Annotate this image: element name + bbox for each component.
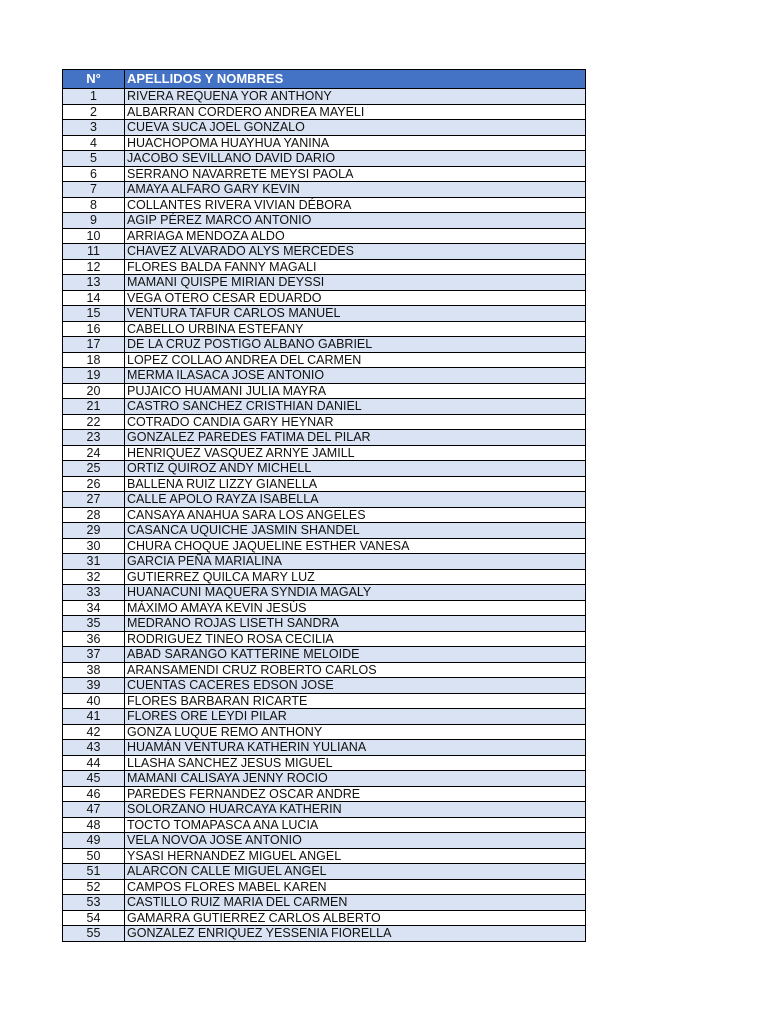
- table-body: [63, 89, 586, 942]
- row-number: 14: [63, 290, 125, 306]
- student-name: DE LA CRUZ POSTIGO ALBANO GABRIEL: [125, 337, 586, 353]
- row-number: 29: [63, 523, 125, 539]
- row-number: 23: [63, 430, 125, 446]
- student-name: GUTIERREZ QUILCA MARY LUZ: [125, 569, 586, 585]
- table-row: [63, 926, 586, 942]
- student-name: RODRIGUEZ TINEO ROSA CECILIA: [125, 631, 586, 647]
- table-row: [63, 259, 586, 275]
- table-row: [63, 693, 586, 709]
- student-name: VENTURA TAFUR CARLOS MANUEL: [125, 306, 586, 322]
- student-name: ARRIAGA MENDOZA ALDO: [125, 228, 586, 244]
- table-row: [63, 321, 586, 337]
- student-name: COLLANTES RIVERA VIVIAN DÉBORA: [125, 197, 586, 213]
- table-row: [63, 724, 586, 740]
- row-number: 22: [63, 414, 125, 430]
- row-number: 28: [63, 507, 125, 523]
- student-name: CASTRO SANCHEZ CRISTHIAN DANIEL: [125, 399, 586, 415]
- table-row: [63, 368, 586, 384]
- student-name: CABELLO URBINA ESTEFANY: [125, 321, 586, 337]
- row-number: 20: [63, 383, 125, 399]
- table-row: [63, 306, 586, 322]
- table-row: [63, 151, 586, 167]
- student-name: GONZALEZ PAREDES FATIMA DEL PILAR: [125, 430, 586, 446]
- table-row: [63, 879, 586, 895]
- student-name: GONZALEZ ENRIQUEZ YESSENIA FIORELLA: [125, 926, 586, 942]
- student-name: SOLORZANO HUARCAYA KATHERIN: [125, 802, 586, 818]
- student-name: AMAYA ALFARO GARY KEVIN: [125, 182, 586, 198]
- student-name: ALBARRAN CORDERO ANDREA MAYELI: [125, 104, 586, 120]
- table-row: [63, 244, 586, 260]
- student-name: CALLE APOLO RAYZA ISABELLA: [125, 492, 586, 508]
- table-row: [63, 104, 586, 120]
- row-number: 5: [63, 151, 125, 167]
- row-number: 30: [63, 538, 125, 554]
- row-number: 16: [63, 321, 125, 337]
- student-name: ABAD SARANGO KATTERINE MELOIDE: [125, 647, 586, 663]
- row-number: 38: [63, 662, 125, 678]
- student-name: HUAMÁN VENTURA KATHERIN YULIANA: [125, 740, 586, 756]
- row-number: 11: [63, 244, 125, 260]
- row-number: 12: [63, 259, 125, 275]
- student-name: FLORES BARBARAN RICARTE: [125, 693, 586, 709]
- student-name: RIVERA REQUENA YOR ANTHONY: [125, 89, 586, 105]
- row-number: 37: [63, 647, 125, 663]
- student-name: PAREDES FERNANDEZ OSCAR ANDRE: [125, 786, 586, 802]
- table-row: [63, 833, 586, 849]
- row-number: 34: [63, 600, 125, 616]
- student-name: COTRADO CANDIA GARY HEYNAR: [125, 414, 586, 430]
- row-number: 25: [63, 461, 125, 477]
- student-name: LOPEZ COLLAO ANDREA DEL CARMEN: [125, 352, 586, 368]
- row-number: 44: [63, 755, 125, 771]
- student-list-sheet: [62, 69, 585, 942]
- student-name: CAMPOS FLORES MABEL KAREN: [125, 879, 586, 895]
- row-number: 46: [63, 786, 125, 802]
- table-row: [63, 120, 586, 136]
- student-name: FLORES BALDA FANNY MAGALI: [125, 259, 586, 275]
- student-name: ALARCON CALLE MIGUEL ANGEL: [125, 864, 586, 880]
- student-name: SERRANO NAVARRETE MEYSI PAOLA: [125, 166, 586, 182]
- student-name: HENRIQUEZ VASQUEZ ARNYE JAMILL: [125, 445, 586, 461]
- row-number: 43: [63, 740, 125, 756]
- table-row: [63, 523, 586, 539]
- student-name: CUEVA SUCA JOEL GONZALO: [125, 120, 586, 136]
- row-number: 21: [63, 399, 125, 415]
- row-number: 40: [63, 693, 125, 709]
- student-name: ARANSAMENDI CRUZ ROBERTO CARLOS: [125, 662, 586, 678]
- row-number: 15: [63, 306, 125, 322]
- student-table: [62, 69, 586, 942]
- table-row: [63, 290, 586, 306]
- table-row: [63, 492, 586, 508]
- header-number: N°: [63, 70, 125, 89]
- student-name: MAMANI QUISPE MIRIAN DEYSSI: [125, 275, 586, 291]
- table-row: [63, 228, 586, 244]
- row-number: 10: [63, 228, 125, 244]
- row-number: 17: [63, 337, 125, 353]
- row-number: 27: [63, 492, 125, 508]
- row-number: 18: [63, 352, 125, 368]
- table-row: [63, 182, 586, 198]
- row-number: 31: [63, 554, 125, 570]
- row-number: 32: [63, 569, 125, 585]
- table-row: [63, 895, 586, 911]
- table-row: [63, 600, 586, 616]
- table-row: [63, 585, 586, 601]
- row-number: 51: [63, 864, 125, 880]
- student-name: GARCIA PEÑA MARIALINA: [125, 554, 586, 570]
- table-row: [63, 213, 586, 229]
- table-row: [63, 709, 586, 725]
- row-number: 52: [63, 879, 125, 895]
- row-number: 24: [63, 445, 125, 461]
- row-number: 7: [63, 182, 125, 198]
- table-row: [63, 275, 586, 291]
- table-row: [63, 616, 586, 632]
- row-number: 55: [63, 926, 125, 942]
- row-number: 36: [63, 631, 125, 647]
- row-number: 39: [63, 678, 125, 694]
- table-row: [63, 817, 586, 833]
- row-number: 4: [63, 135, 125, 151]
- row-number: 6: [63, 166, 125, 182]
- student-name: CASTILLO RUIZ MARIA DEL CARMEN: [125, 895, 586, 911]
- student-name: GONZA LUQUE REMO ANTHONY: [125, 724, 586, 740]
- table-row: [63, 135, 586, 151]
- table-row: [63, 430, 586, 446]
- student-name: MERMA ILASACA JOSE ANTONIO: [125, 368, 586, 384]
- table-row: [63, 910, 586, 926]
- student-name: ORTIZ QUIROZ ANDY MICHELL: [125, 461, 586, 477]
- row-number: 41: [63, 709, 125, 725]
- row-number: 19: [63, 368, 125, 384]
- table-row: [63, 476, 586, 492]
- student-name: BALLENA RUIZ LIZZY GIANELLA: [125, 476, 586, 492]
- student-name: CHAVEZ ALVARADO ALYS MERCEDES: [125, 244, 586, 260]
- table-row: [63, 848, 586, 864]
- header-full-name: APELLIDOS Y NOMBRES: [125, 70, 586, 89]
- student-name: CANSAYA ANAHUA SARA LOS ANGELES: [125, 507, 586, 523]
- table-row: [63, 507, 586, 523]
- student-name: HUANACUNI MAQUERA SYNDIA MAGALY: [125, 585, 586, 601]
- table-row: [63, 662, 586, 678]
- student-name: CHURA CHOQUE JAQUELINE ESTHER VANESA: [125, 538, 586, 554]
- table-row: [63, 631, 586, 647]
- row-number: 45: [63, 771, 125, 787]
- student-name: TOCTO TOMAPASCA ANA LUCIA: [125, 817, 586, 833]
- row-number: 3: [63, 120, 125, 136]
- table-row: [63, 864, 586, 880]
- table-row: [63, 461, 586, 477]
- row-number: 8: [63, 197, 125, 213]
- table-row: [63, 399, 586, 415]
- table-row: [63, 755, 586, 771]
- row-number: 9: [63, 213, 125, 229]
- row-number: 35: [63, 616, 125, 632]
- row-number: 49: [63, 833, 125, 849]
- row-number: 1: [63, 89, 125, 105]
- row-number: 2: [63, 104, 125, 120]
- student-name: FLORES ORE LEYDI PILAR: [125, 709, 586, 725]
- row-number: 13: [63, 275, 125, 291]
- student-name: GAMARRA GUTIERREZ CARLOS ALBERTO: [125, 910, 586, 926]
- table-row: [63, 554, 586, 570]
- table-row: [63, 337, 586, 353]
- student-name: VEGA OTERO CESAR EDUARDO: [125, 290, 586, 306]
- row-number: 53: [63, 895, 125, 911]
- student-name: YSASI HERNANDEZ MIGUEL ANGEL: [125, 848, 586, 864]
- table-row: [63, 89, 586, 105]
- student-name: CASANCA UQUICHE JASMIN SHANDEL: [125, 523, 586, 539]
- table-row: [63, 569, 586, 585]
- row-number: 54: [63, 910, 125, 926]
- table-row: [63, 197, 586, 213]
- table-row: [63, 166, 586, 182]
- header-row: [63, 70, 586, 89]
- student-name: CUENTAS CACERES EDSON JOSE: [125, 678, 586, 694]
- row-number: 33: [63, 585, 125, 601]
- student-name: VELA NOVOA JOSE ANTONIO: [125, 833, 586, 849]
- row-number: 47: [63, 802, 125, 818]
- table-row: [63, 445, 586, 461]
- table-row: [63, 771, 586, 787]
- row-number: 50: [63, 848, 125, 864]
- table-row: [63, 678, 586, 694]
- table-row: [63, 647, 586, 663]
- table-row: [63, 414, 586, 430]
- row-number: 48: [63, 817, 125, 833]
- table-row: [63, 740, 586, 756]
- student-name: AGIP PÉREZ MARCO ANTONIO: [125, 213, 586, 229]
- table-row: [63, 352, 586, 368]
- row-number: 26: [63, 476, 125, 492]
- student-name: MEDRANO ROJAS LISETH SANDRA: [125, 616, 586, 632]
- student-name: MÁXIMO AMAYA KEVIN JESÚS: [125, 600, 586, 616]
- table-row: [63, 538, 586, 554]
- student-name: HUACHOPOMA HUAYHUA YANINA: [125, 135, 586, 151]
- student-name: MAMANI CALISAYA JENNY ROCIO: [125, 771, 586, 787]
- student-name: PUJAICO HUAMANI JULIA MAYRA: [125, 383, 586, 399]
- student-name: JACOBO SEVILLANO DAVID DARIO: [125, 151, 586, 167]
- table-row: [63, 383, 586, 399]
- student-name: LLASHA SANCHEZ JESUS MIGUEL: [125, 755, 586, 771]
- row-number: 42: [63, 724, 125, 740]
- table-row: [63, 786, 586, 802]
- table-row: [63, 802, 586, 818]
